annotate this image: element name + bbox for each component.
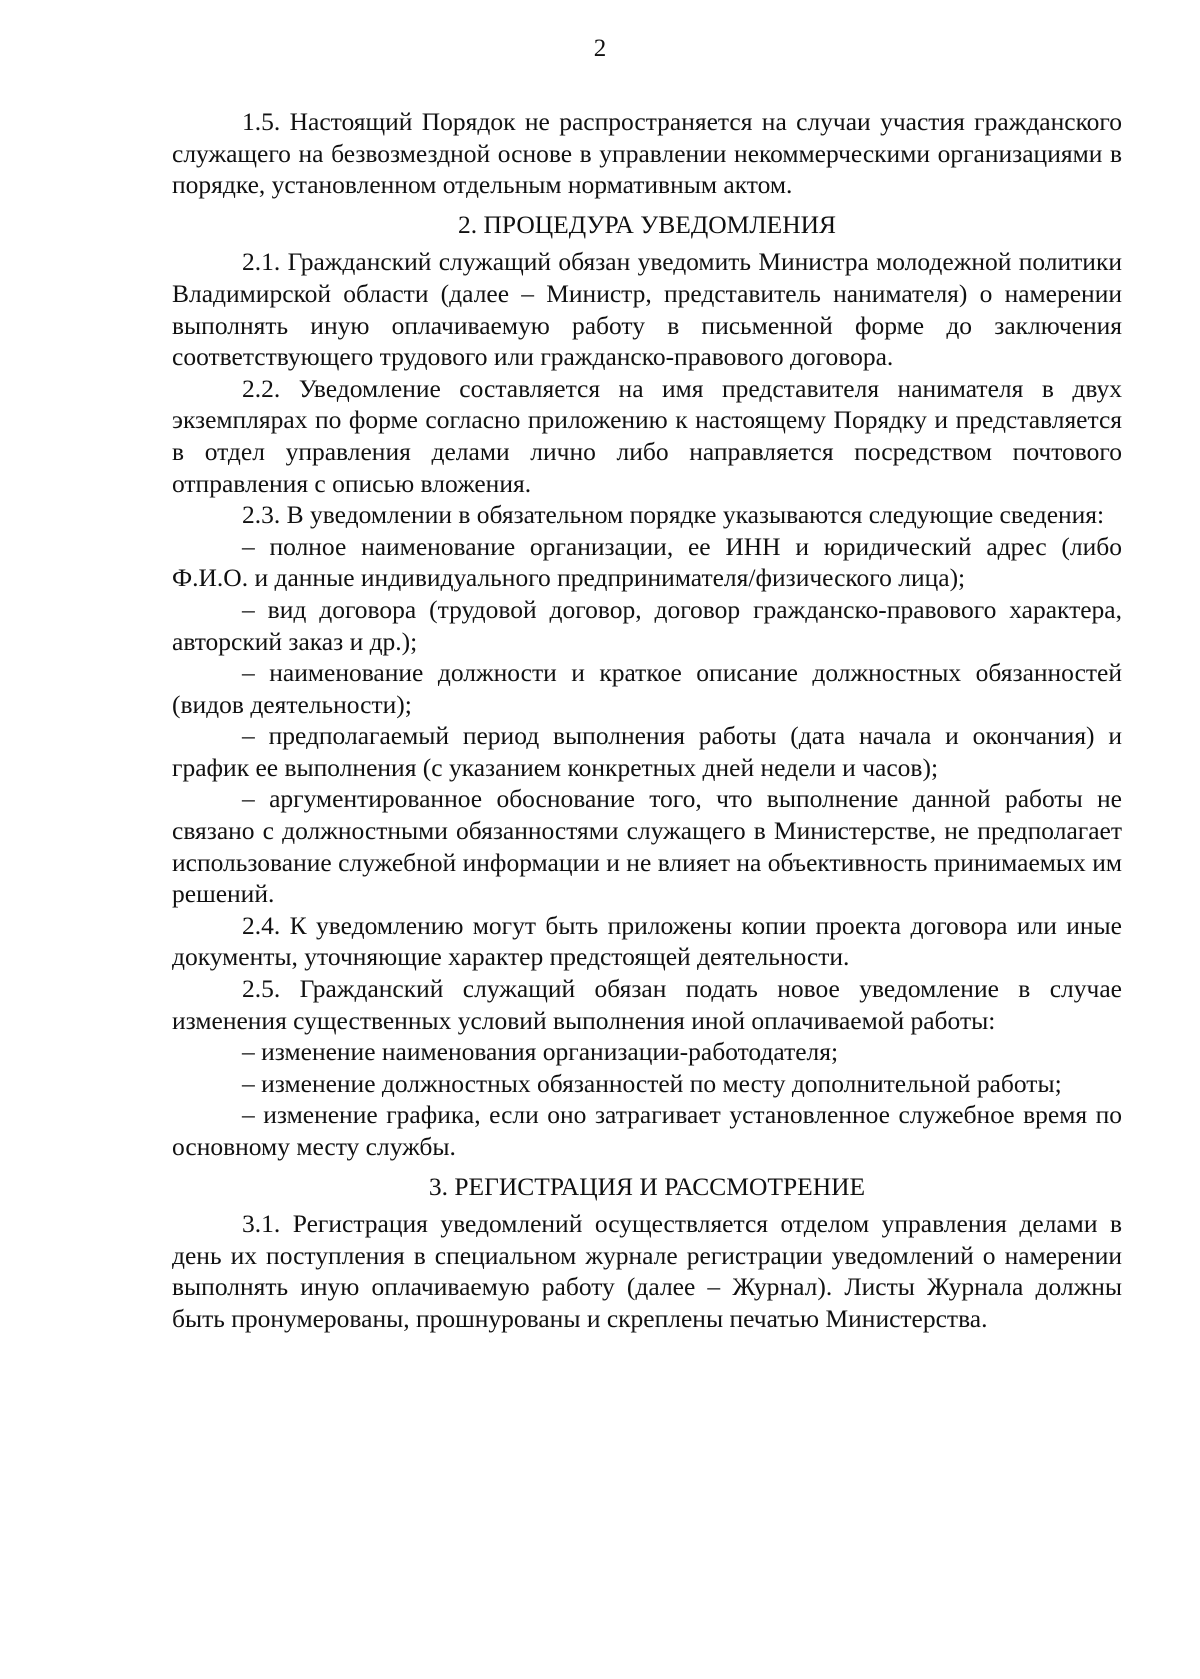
paragraph-2-4: 2.4. К уведомлению могут быть приложены копии проекта договора или иные документы, уточняющие характер предстоящей деятельности.	[172, 910, 1122, 972]
page-number: 2	[593, 35, 607, 62]
section-2-heading: 2. ПРОЦЕДУРА УВЕДОМЛЕНИЯ	[457, 209, 837, 239]
list-item-justification: – аргументированное обоснование того, что выполнение данной работы не связано с должностными обязанностями служащего в Министерстве, не предполагает использование служебной информации и не влияет на объективность принимаемых им решений.	[172, 784, 1122, 909]
list-item-period: – предполагаемый период выполнения работы (дата начала и окончания) и график ее выполнения (с указанием конкретных дней недели и часов);	[172, 721, 1122, 782]
list-item-schedule-change: – изменение графика, если оно затрагивает установленное служебное время по основному месту службы.	[172, 1100, 1122, 1161]
list-item-employer-name-change: – изменение наименования организации-работодателя;	[242, 1037, 839, 1067]
list-item-duties-change: – изменение должностных обязанностей по месту дополнительной работы;	[242, 1068, 1062, 1098]
paragraph-1-5: 1.5. Настоящий Порядок не распространяется на случаи участия гражданского служащего на безвозмездной основе в управлении некоммерческими организациями в порядке, установленном отдельным нормативным актом.	[172, 107, 1122, 200]
paragraph-2-5: 2.5. Гражданский служащий обязан подать новое уведомление в случае изменения существенных условий выполнения иной оплачиваемой работы:	[172, 974, 1122, 1035]
paragraph-2-2: 2.2. Уведомление составляется на имя представителя нанимателя в двух экземплярах по форме согласно приложению к настоящему Порядку и представляется в отдел управления делами лично либо направляется посредством почтового отправления с описью вложения.	[172, 373, 1122, 498]
paragraph-3-1: 3.1. Регистрация уведомлений осуществляется отделом управления делами в день их поступления в специальном журнале регистрации уведомлений о намерении выполнять иную оплачиваемую работу (далее – Журнал). Листы Журнала должны быть пронумерованы, прошнурованы и скреплены печатью Министерства.	[172, 1209, 1122, 1333]
paragraph-2-1: 2.1. Гражданский служащий обязан уведомить Министра молодежной политики Владимирской области (далее – Министр, представитель нанимателя) о намерении выполнять иную оплачиваемую работу в письменной форме до заключения соответствующего трудового или гражданско-правового договора.	[172, 247, 1122, 372]
list-item-position: – наименование должности и краткое описание должностных обязанностей (видов деятельности);	[172, 658, 1122, 719]
document-body	[172, 106, 1122, 1335]
list-item-contract-type: – вид договора (трудовой договор, договор гражданско-правового характера, авторский заказ и др.);	[172, 594, 1122, 656]
list-item-org-name: – полное наименование организации, ее ИНН и юридический адрес (либо Ф.И.О. и данные индивидуального предпринимателя/физического лица);	[172, 531, 1122, 593]
section-3-heading: 3. РЕГИСТРАЦИЯ И РАССМОТРЕНИЕ	[428, 1171, 866, 1201]
paragraph-2-3: 2.3. В уведомлении в обязательном порядке указываются следующие сведения:	[242, 500, 1105, 530]
